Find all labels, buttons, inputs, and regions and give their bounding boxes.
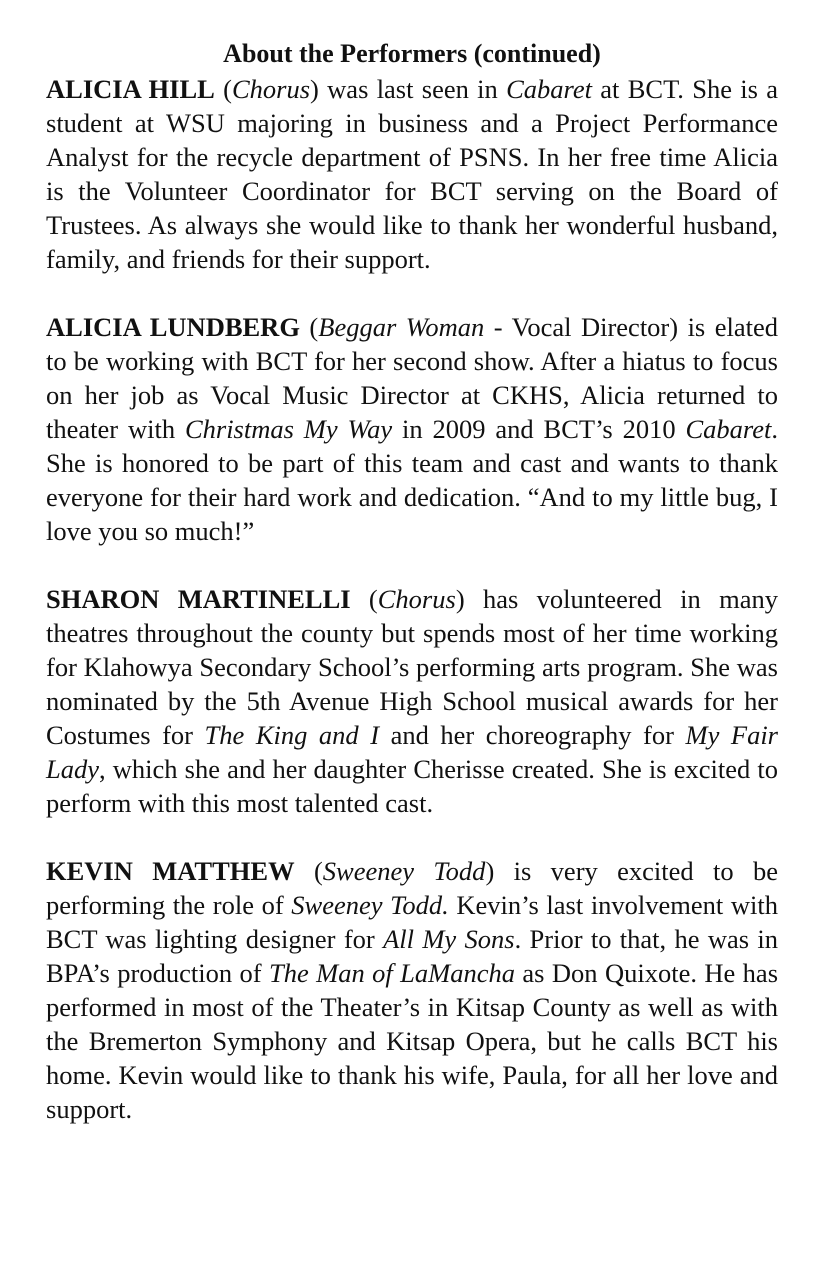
performer-name: KEVIN MATTHEW: [46, 856, 295, 886]
bio-text: in 2009 and BCT’s 2010: [392, 414, 686, 444]
bio-text: . Prior to that, he was in BPA’s production of: [46, 924, 779, 988]
role-name: Sweeney Todd: [322, 856, 486, 886]
bio-text: at BCT. She is a student at WSU majoring in business and a Project Performance Analyst for the recycle department of PSNS. In her free time Alicia is the Volunteer Coordinator for BCT serving on the Board of Trustees. As always she would like to thank her wonderful husband, family, and friends for their support.: [46, 74, 779, 274]
bio-alicia-lundberg: [46, 310, 778, 548]
performer-name: SHARON MARTINELLI: [46, 584, 351, 614]
bio-alicia-hill: [46, 72, 778, 276]
role-name: Chorus: [377, 584, 456, 614]
role-name: Beggar Woman: [318, 312, 485, 342]
role-name: Chorus: [231, 74, 311, 104]
bio-text: (: [214, 74, 232, 104]
show-title: All My Sons: [383, 924, 515, 954]
bio-text: - Vocal Director) is elated to be working with BCT for her second show. After a hiatus to focus on her job as Vocal Music Director at CKHS, Alicia returned to theater with: [46, 312, 778, 444]
page-title: About the Performers (continued): [223, 39, 601, 68]
bio-text: (: [350, 584, 378, 614]
performer-name: ALICIA LUNDBERG: [46, 312, 300, 342]
show-title: The King and I: [204, 720, 380, 750]
performer-name: ALICIA HILL: [46, 74, 215, 104]
bio-text: Kevin’s last involvement with BCT was lighting designer for: [46, 890, 779, 954]
bio-kevin-matthew: [46, 854, 778, 1126]
bio-text: (: [294, 856, 323, 886]
bio-text: (: [299, 312, 319, 342]
show-title: Christmas My Way: [184, 414, 393, 444]
bio-text: ) has volunteered in many theatres throughout the county but spends most of her time working for Klahowya Secondary School’s performing arts program. She was nominated by the 5th Avenue High School musical awards for her Costumes for: [46, 584, 778, 750]
bio-text: , which she and her daughter Cherisse created. She is excited to perform with this most talented cast.: [46, 754, 778, 818]
program-page: [46, 38, 778, 1126]
bio-text: ) was last seen in: [310, 74, 507, 104]
bio-text: ) is very excited to be performing the role of: [46, 856, 779, 920]
bio-text: . She is honored to be part of this team and cast and wants to thank everyone for their hard work and dedication. “And to my little bug, I love you so much!”: [46, 414, 779, 546]
bio-text: as Don Quixote. He has performed in most of the Theater’s in Kitsap County as well as with the Bremerton Symphony and Kitsap Opera, but he calls BCT his home. Kevin would like to thank his wife, Paula, for all her love and support.: [46, 958, 779, 1124]
show-title: Cabaret: [685, 414, 772, 444]
show-title: Sweeney Todd.: [291, 890, 449, 920]
show-title: My Fair Lady: [46, 720, 778, 784]
bio-text: and her choreography for: [379, 720, 686, 750]
show-title: The Man of LaMancha: [268, 958, 515, 988]
bio-sharon-martinelli: [46, 582, 778, 820]
show-title: Cabaret: [506, 74, 592, 104]
